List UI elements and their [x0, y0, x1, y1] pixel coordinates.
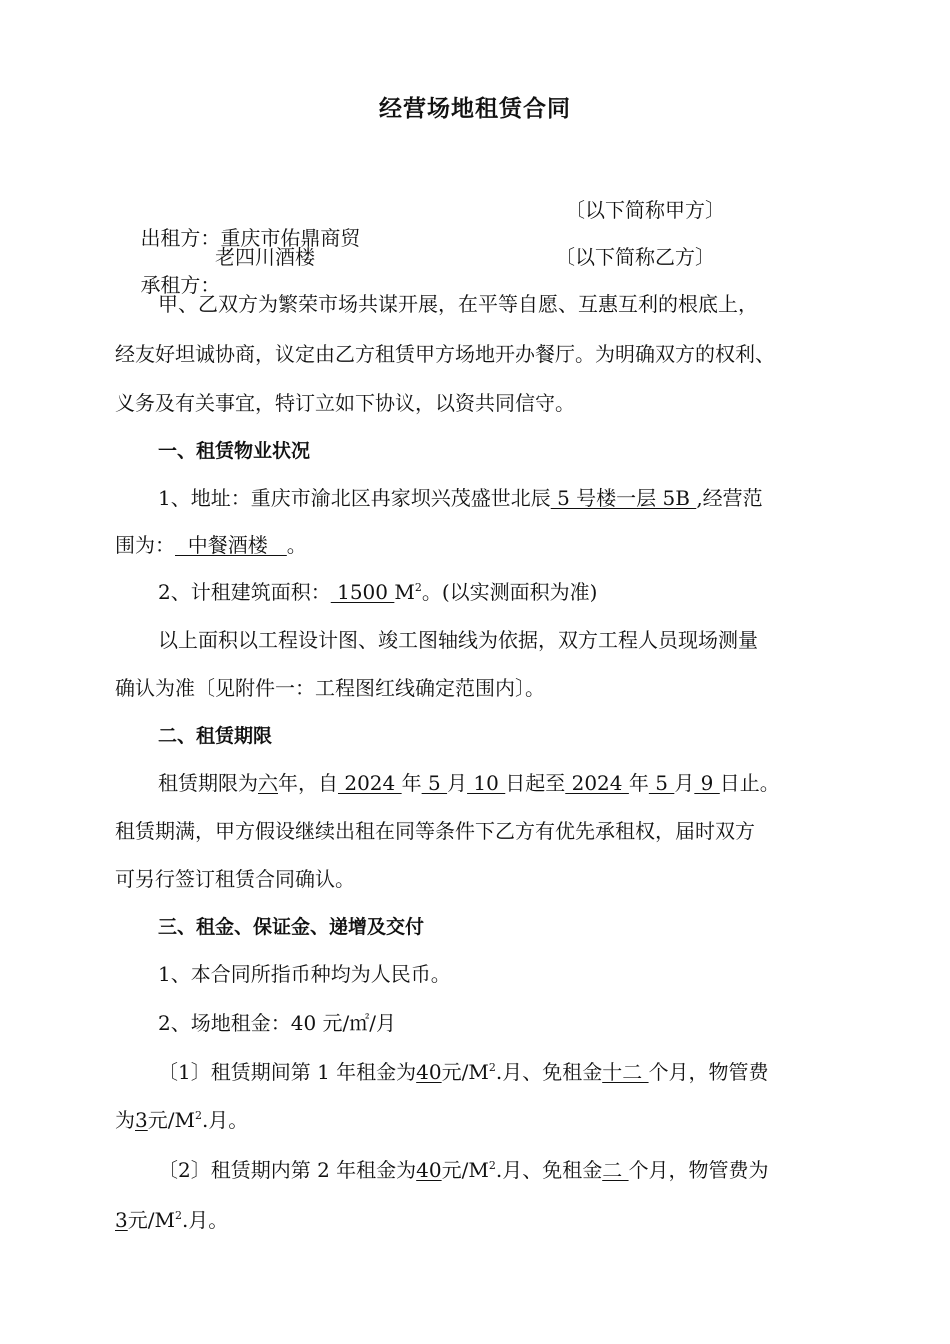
term-text: 日止。 — [719, 771, 780, 795]
lessee-note: 〔以下简称乙方〕 — [555, 245, 715, 269]
term-line — [158, 769, 780, 797]
document-title: 经营场地租赁合同 — [379, 96, 571, 122]
year2-free-months: 二 — [602, 1158, 629, 1182]
term-text: 月 — [447, 771, 468, 795]
year2-text: 〔2〕租赁期内第 2 年租金为 — [158, 1158, 417, 1182]
term-note-line: 租赁期满，甲方假设继续出租在同等条件下乙方有优先承租权，届时双方 — [115, 819, 755, 843]
section-heading: 二、租赁期限 — [158, 725, 273, 747]
year1-free-months: 十二 — [602, 1060, 649, 1084]
area-unit-superscript: 2 — [414, 581, 422, 594]
year2-rent: 40 — [416, 1158, 442, 1182]
year2-unit-superscript: 2 — [488, 1159, 496, 1172]
year1-line — [158, 1058, 769, 1086]
year1-unit-superscript: 2 — [194, 1109, 202, 1122]
area-prefix: 2、计租建筑面积： — [158, 580, 331, 604]
lessee-line — [115, 243, 221, 297]
address-line — [158, 484, 763, 512]
area-line — [158, 578, 597, 606]
preamble-line: 经友好坦诚协商，议定由乙方租赁甲方场地开办餐厅。为明确双方的权利、 — [115, 342, 775, 366]
end-year: 2024 — [565, 771, 629, 795]
lessor-line — [115, 196, 361, 250]
term-text: 日起至 — [505, 771, 566, 795]
section-heading: 一、租赁物业状况 — [158, 440, 311, 462]
year2-fee: 3 — [115, 1208, 128, 1232]
year1-text: 个月，物管费 — [648, 1060, 769, 1084]
area-suffix: 。(以实测面积为准) — [421, 580, 598, 604]
end-month: 5 — [648, 771, 675, 795]
lessee-label: 承租方： — [140, 273, 221, 297]
start-day: 10 — [467, 771, 506, 795]
address-value: 5 号楼一层 5B — [550, 486, 697, 510]
year1-unit: 元/M — [441, 1060, 489, 1084]
area-note-line: 确认为准〔见附件一：工程图红线确定范围内〕。 — [115, 676, 545, 700]
currency-line: 1、本合同所指币种均为人民币。 — [158, 962, 451, 986]
end-day: 9 — [694, 771, 720, 795]
term-years: 六 — [258, 771, 278, 795]
year2-line — [158, 1156, 769, 1184]
year1-fee-line — [115, 1106, 248, 1134]
start-year: 2024 — [338, 771, 402, 795]
year1-rent: 40 — [416, 1060, 442, 1084]
scope-line — [115, 531, 307, 559]
year1-fee: 3 — [135, 1108, 148, 1132]
year1-text: 〔1〕租赁期间第 1 年租金为 — [158, 1060, 417, 1084]
year1-unit-superscript: 2 — [488, 1061, 496, 1074]
section-heading: 三、租金、保证金、递增及交付 — [158, 916, 425, 938]
rent-line: 2、场地租金：40 元/㎡/月 — [158, 1011, 397, 1035]
preamble-line: 甲、乙双方为繁荣市场共谋开展，在平等自愿、互惠互利的根底上， — [158, 292, 758, 316]
year2-unit: 元/M — [441, 1158, 489, 1182]
area-note-line: 以上面积以工程设计图、竣工图轴线为依据，双方工程人员现场测量 — [158, 628, 758, 652]
scope-value: 中餐酒楼 — [175, 533, 287, 557]
term-text: 月 — [674, 771, 695, 795]
lessor-label: 出租方： — [140, 226, 221, 250]
year2-fee-line — [115, 1206, 228, 1234]
year1-text: .月。 — [201, 1108, 249, 1132]
year2-text: .月。 — [181, 1208, 229, 1232]
year2-unit: 元/M — [127, 1208, 175, 1232]
scope-suffix: 。 — [286, 533, 307, 557]
scope-prefix: 围为： — [115, 533, 175, 557]
year2-text: 个月，物管费为 — [628, 1158, 769, 1182]
term-note-line: 可另行签订租赁合同确认。 — [115, 867, 355, 891]
lessee-name: 老四川酒楼 — [215, 245, 315, 269]
address-prefix: 1、地址：重庆市渝北区冉家坝兴茂盛世北辰 — [158, 486, 551, 510]
year2-unit-superscript: 2 — [174, 1209, 182, 1222]
year1-text: .月、免租金 — [495, 1060, 603, 1084]
year1-text: 为 — [115, 1108, 135, 1132]
year1-unit: 元/M — [147, 1108, 195, 1132]
term-text: 年 — [401, 771, 422, 795]
term-text: 年，自 — [278, 771, 338, 795]
area-value: 1500 — [330, 580, 395, 604]
lessor-name: 重庆市佑鼎商贸 — [220, 226, 361, 250]
preamble-line: 义务及有关事宜，特订立如下协议，以资共同信守。 — [115, 391, 575, 415]
term-text: 年 — [628, 771, 649, 795]
year2-text: .月、免租金 — [495, 1158, 603, 1182]
lessor-note: 〔以下简称甲方〕 — [565, 198, 725, 222]
term-text: 租赁期限为 — [158, 771, 258, 795]
area-unit: M — [394, 580, 415, 604]
address-suffix: ,经营范 — [696, 486, 763, 510]
start-month: 5 — [421, 771, 448, 795]
